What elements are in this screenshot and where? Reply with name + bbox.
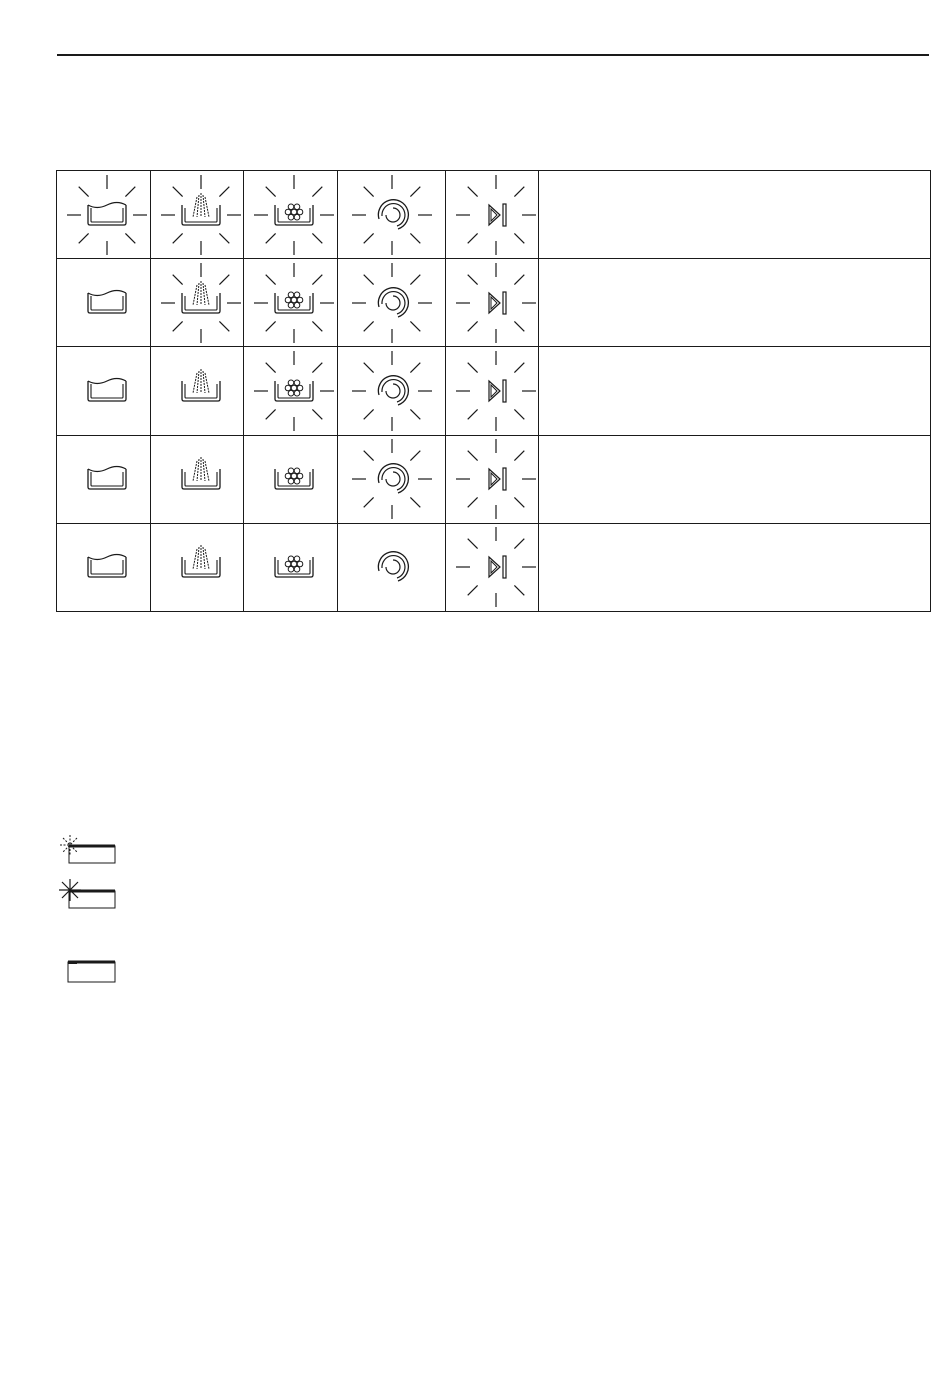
spin-spiral-icon xyxy=(342,172,442,258)
table-row xyxy=(57,523,931,611)
phase-cell-end xyxy=(446,259,539,347)
phase-cell-softener xyxy=(244,523,338,611)
rinse-tub-icon xyxy=(151,260,251,346)
phase-cell-wash xyxy=(57,259,151,347)
spin-spiral-icon xyxy=(342,524,442,610)
phase-cell-spin xyxy=(338,259,446,347)
table-row xyxy=(57,259,931,347)
indicator-blinking-fast-icon xyxy=(58,879,118,911)
end-play-icon xyxy=(446,172,546,258)
phase-description xyxy=(539,347,931,435)
rinse-tub-icon xyxy=(151,524,251,610)
end-play-icon xyxy=(446,524,546,610)
table-row xyxy=(57,435,931,523)
phase-cell-spin xyxy=(338,171,446,259)
end-play-icon xyxy=(446,260,546,346)
spin-spiral-icon xyxy=(342,348,442,434)
phase-description xyxy=(539,435,931,523)
spin-spiral-icon xyxy=(342,436,442,522)
phase-cell-end xyxy=(446,347,539,435)
wash-tub-icon xyxy=(57,524,157,610)
rinse-tub-icon xyxy=(151,172,251,258)
table-row xyxy=(57,347,931,435)
phase-cell-wash xyxy=(57,347,151,435)
wash-tub-icon xyxy=(57,436,157,522)
phase-cell-softener xyxy=(244,435,338,523)
phase-cell-end xyxy=(446,171,539,259)
phase-cell-end xyxy=(446,523,539,611)
phase-cell-rinse xyxy=(151,259,244,347)
rinse-tub-icon xyxy=(151,436,251,522)
wash-tub-icon xyxy=(57,348,157,434)
end-play-icon xyxy=(446,436,546,522)
phase-description xyxy=(539,523,931,611)
spin-spiral-icon xyxy=(342,260,442,346)
phase-indicator-table xyxy=(56,170,931,612)
phase-cell-spin xyxy=(338,523,446,611)
wash-tub-icon xyxy=(57,260,157,346)
phase-cell-wash xyxy=(57,171,151,259)
phase-cell-softener xyxy=(244,171,338,259)
phase-cell-end xyxy=(446,435,539,523)
rinse-tub-icon xyxy=(151,348,251,434)
phase-cell-spin xyxy=(338,435,446,523)
indicator-blinking-slow-icon xyxy=(58,834,118,866)
phase-cell-rinse xyxy=(151,347,244,435)
softener-flower-icon xyxy=(244,348,344,434)
wash-tub-icon xyxy=(57,172,157,258)
softener-flower-icon xyxy=(244,524,344,610)
phase-cell-softener xyxy=(244,347,338,435)
table-row xyxy=(57,171,931,259)
phase-cell-wash xyxy=(57,523,151,611)
softener-flower-icon xyxy=(244,436,344,522)
phase-description xyxy=(539,171,931,259)
phase-cell-wash xyxy=(57,435,151,523)
phase-cell-softener xyxy=(244,259,338,347)
phase-cell-rinse xyxy=(151,435,244,523)
softener-flower-icon xyxy=(244,260,344,346)
phase-cell-rinse xyxy=(151,523,244,611)
indicator-steady-icon xyxy=(58,956,118,988)
softener-flower-icon xyxy=(244,172,344,258)
phase-cell-spin xyxy=(338,347,446,435)
phase-description xyxy=(539,259,931,347)
phase-cell-rinse xyxy=(151,171,244,259)
end-play-icon xyxy=(446,348,546,434)
top-rule xyxy=(57,54,929,56)
